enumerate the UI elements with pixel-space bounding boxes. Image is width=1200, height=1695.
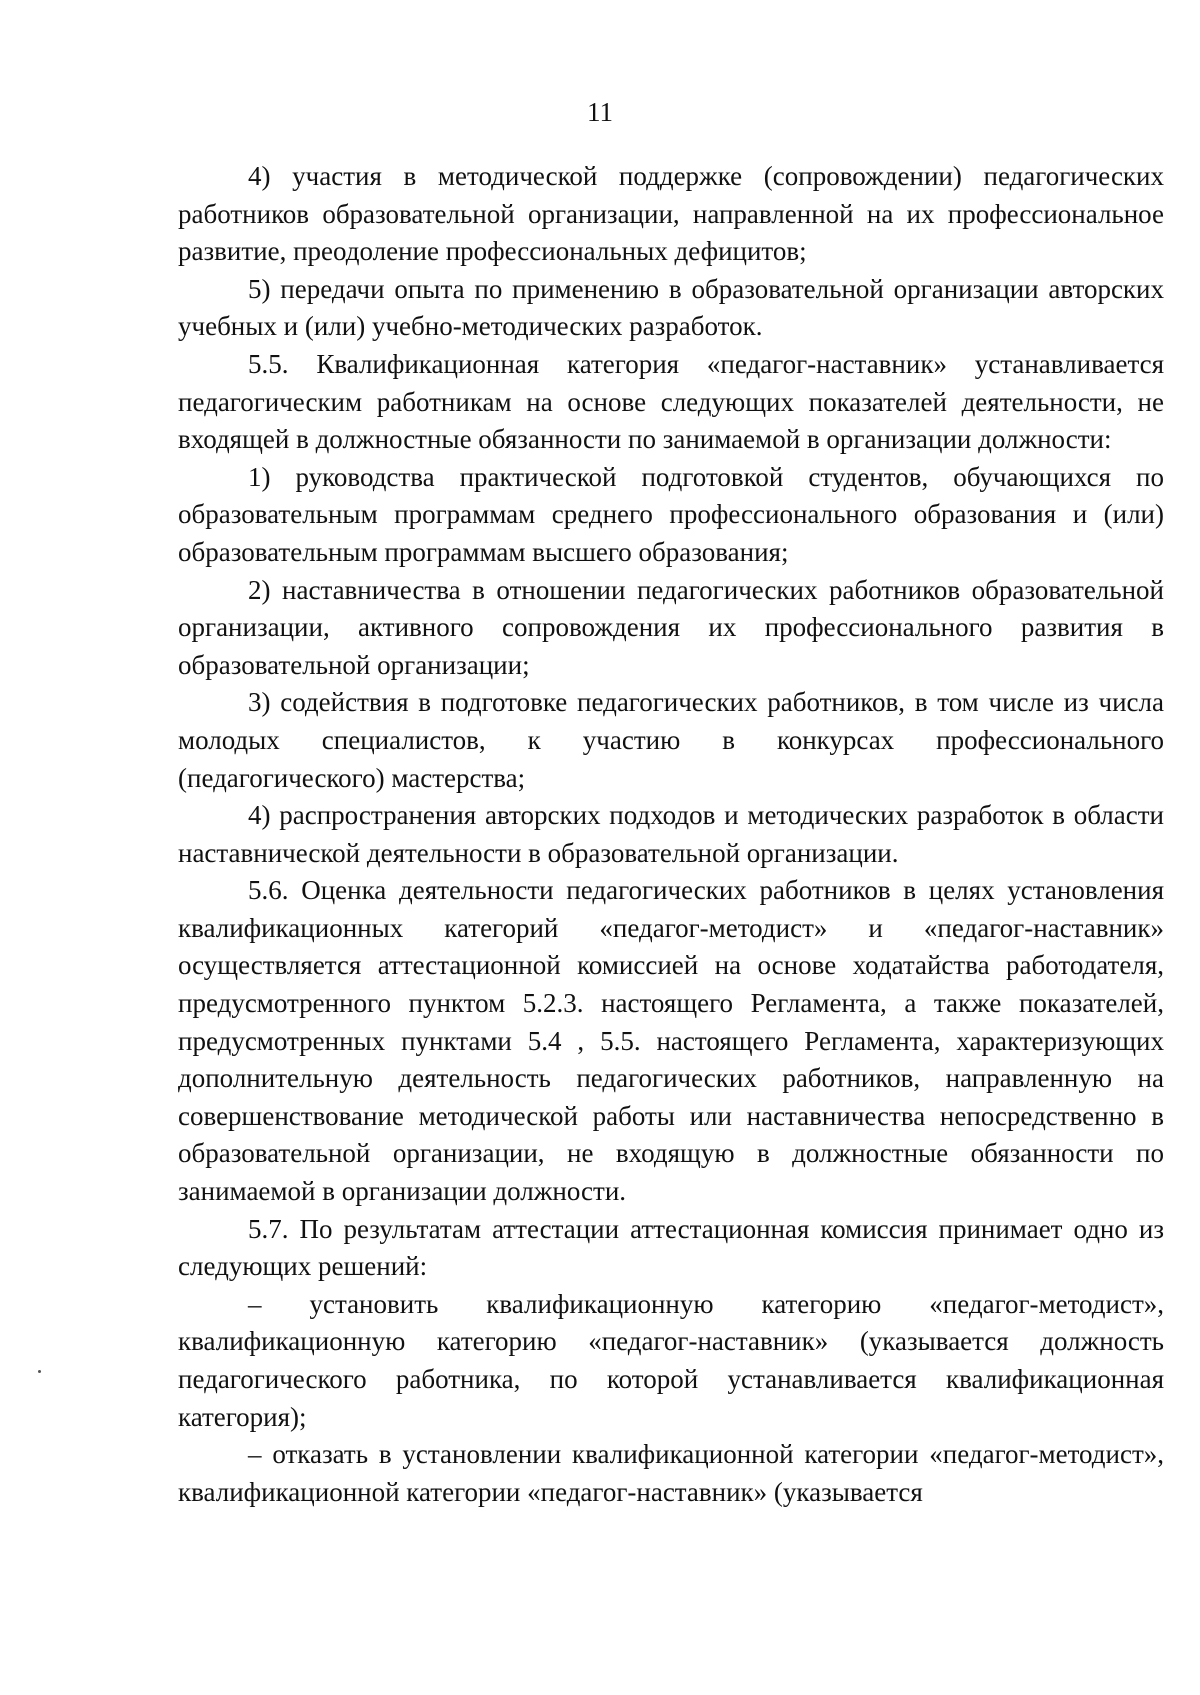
paragraph-item-4-methodical-support: 4) участия в методической поддержке (сопровождении) педагогических работников образовательной организации, направленной на их профессиональное развитие, преодоление профессиональных дефицитов; bbox=[178, 161, 1164, 267]
paragraph-item-1-practical-training: 1) руководства практической подготовкой студентов, обучающихся по образовательным программам среднего профессионального образования и (или) образовательным программам высшего образования; bbox=[178, 461, 1164, 567]
paragraph-5-5-mentor-category: 5.5. Квалификационная категория «педагог-наставник» устанавливается педагогическим работникам на основе следующих показателей деятельности, не входящей в должностные обязанности по занимаемой в организации должности: bbox=[178, 348, 1164, 455]
paragraph-item-4-dissemination: 4) распространения авторских подходов и методических разработок в области наставнической деятельности в образовательной организации. bbox=[178, 800, 1164, 868]
decision-item-establish: – установить квалификационную категорию «педагог-методист», квалификационную категорию «педагог-наставник» (указывается должность педагогического работника, по которой устанавливается квалификационная категория); bbox=[178, 1288, 1164, 1432]
page-number: 11 bbox=[587, 97, 613, 127]
decision-item-refuse: – отказать в установлении квалификационной категории «педагог-методист», квалификационной категории «педагог-наставник» (указывается bbox=[178, 1439, 1164, 1507]
paragraph-5-6-assessment: 5.6. Оценка деятельности педагогических работников в целях установления квалификационных категорий «педагог-методист» и «педагог-наставник» осуществляется аттестационной комиссией на основе ходатайства работодателя, предусмотренного пунктом 5.2.3. настоящего Регламента, а также показателей, предусмотренных пунктами 5.4 , 5.5. настоящего Регламента, характеризующих дополнительную деятельность педагогических работников, направленную на совершенствование методической работы или наставничества непосредственно в образовательной организации, не входящую в должностные обязанности по занимаемой в организации должности. bbox=[178, 875, 1164, 1207]
paragraph-item-2-mentoring: 2) наставничества в отношении педагогических работников образовательной организации, активного сопровождения их профессионального развития в образовательной организации; bbox=[178, 574, 1164, 680]
scan-dot-mark bbox=[38, 1370, 41, 1373]
paragraph-5-7-decisions: 5.7. По результатам аттестации аттестационная комиссия принимает одно из следующих решений: bbox=[178, 1213, 1164, 1282]
document-body bbox=[178, 158, 1164, 1511]
paragraph-item-5-experience-transfer: 5) передачи опыта по применению в образовательной организации авторских учебных и (или) учебно-методических разработок. bbox=[178, 273, 1164, 342]
paragraph-item-3-competitions: 3) содействия в подготовке педагогических работников, в том числе из числа молодых специалистов, к участию в конкурсах профессионального (педагогического) мастерства; bbox=[178, 687, 1164, 793]
